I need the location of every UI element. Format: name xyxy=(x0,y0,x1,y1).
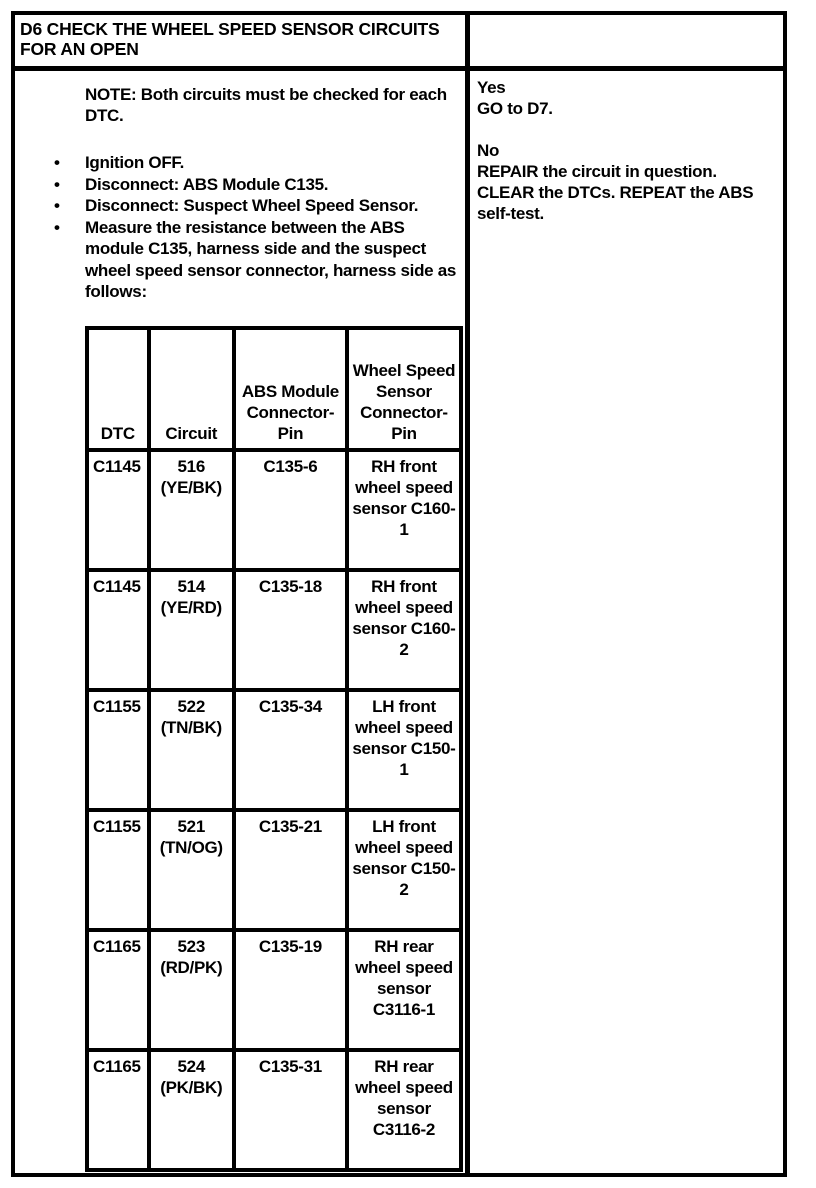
table-row xyxy=(87,810,461,930)
header-abs-pin: ABS Module Connector-Pin xyxy=(234,328,347,450)
cell-sensor-pin: RH front wheel speed sensor C160-1 xyxy=(347,450,461,570)
instruction-item xyxy=(52,195,462,217)
cell-circuit: 524 (PK/BK) xyxy=(149,1050,234,1170)
cell-dtc: C1155 xyxy=(87,810,149,930)
cell-sensor-pin: RH rear wheel speed sensor C3116-1 xyxy=(347,930,461,1050)
instruction-item xyxy=(52,174,462,196)
header-divider xyxy=(11,66,787,71)
cell-circuit: 516 (YE/BK) xyxy=(149,450,234,570)
cell-sensor-pin: RH front wheel speed sensor C160-2 xyxy=(347,570,461,690)
table-row xyxy=(87,690,461,810)
table-header-row xyxy=(87,328,461,450)
instruction-text: Disconnect: ABS Module C135. xyxy=(85,174,329,194)
header-dtc: DTC xyxy=(87,328,149,450)
no-label: No xyxy=(477,141,500,160)
result-column xyxy=(477,77,777,224)
cell-sensor-pin: LH front wheel speed sensor C150-2 xyxy=(347,810,461,930)
header-sensor-pin: Wheel Speed Sensor Connector-Pin xyxy=(347,328,461,450)
note-text: NOTE: Both circuits must be checked for each DTC. xyxy=(85,85,447,125)
table-row xyxy=(87,1050,461,1170)
cell-abs-pin: C135-6 xyxy=(234,450,347,570)
instruction-list xyxy=(52,152,462,303)
cell-circuit: 521 (TN/OG) xyxy=(149,810,234,930)
bullet-icon: • xyxy=(54,196,60,215)
cell-abs-pin: C135-21 xyxy=(234,810,347,930)
cell-dtc: C1145 xyxy=(87,570,149,690)
cell-sensor-pin: LH front wheel speed sensor C150-1 xyxy=(347,690,461,810)
step-title: D6 CHECK THE WHEEL SPEED SENSOR CIRCUITS FOR AN OPEN xyxy=(20,19,440,59)
cell-circuit: 522 (TN/BK) xyxy=(149,690,234,810)
yes-label: Yes xyxy=(477,78,506,97)
cell-circuit: 523 (RD/PK) xyxy=(149,930,234,1050)
bullet-icon: • xyxy=(54,217,60,237)
cell-dtc: C1165 xyxy=(87,930,149,1050)
instruction-item xyxy=(52,152,462,174)
cell-abs-pin: C135-31 xyxy=(234,1050,347,1170)
no-action: REPAIR the circuit in question. CLEAR the DTCs. REPEAT the ABS self-test. xyxy=(477,162,754,223)
instruction-text: Measure the resistance between the ABS module C135, harness side and the suspect wheel speed sensor connector, harness side as follows: xyxy=(85,217,457,301)
cell-sensor-pin: RH rear wheel speed sensor C3116-2 xyxy=(347,1050,461,1170)
cell-dtc: C1145 xyxy=(87,450,149,570)
result-spacer xyxy=(477,119,777,140)
instruction-item xyxy=(52,217,462,303)
cell-circuit: 514 (YE/RD) xyxy=(149,570,234,690)
table-row xyxy=(87,930,461,1050)
instruction-text: Disconnect: Suspect Wheel Speed Sensor. xyxy=(85,196,419,215)
pin-table xyxy=(85,326,463,1172)
bullet-icon: • xyxy=(54,174,60,194)
column-divider xyxy=(465,11,470,1177)
instruction-text: Ignition OFF. xyxy=(85,153,185,172)
table-row xyxy=(87,570,461,690)
cell-abs-pin: C135-19 xyxy=(234,930,347,1050)
bullet-icon: • xyxy=(54,153,60,172)
yes-action: GO to D7. xyxy=(477,99,553,118)
cell-abs-pin: C135-18 xyxy=(234,570,347,690)
header-circuit: Circuit xyxy=(149,328,234,450)
cell-dtc: C1165 xyxy=(87,1050,149,1170)
cell-dtc: C1155 xyxy=(87,690,149,810)
table-row xyxy=(87,450,461,570)
cell-abs-pin: C135-34 xyxy=(234,690,347,810)
